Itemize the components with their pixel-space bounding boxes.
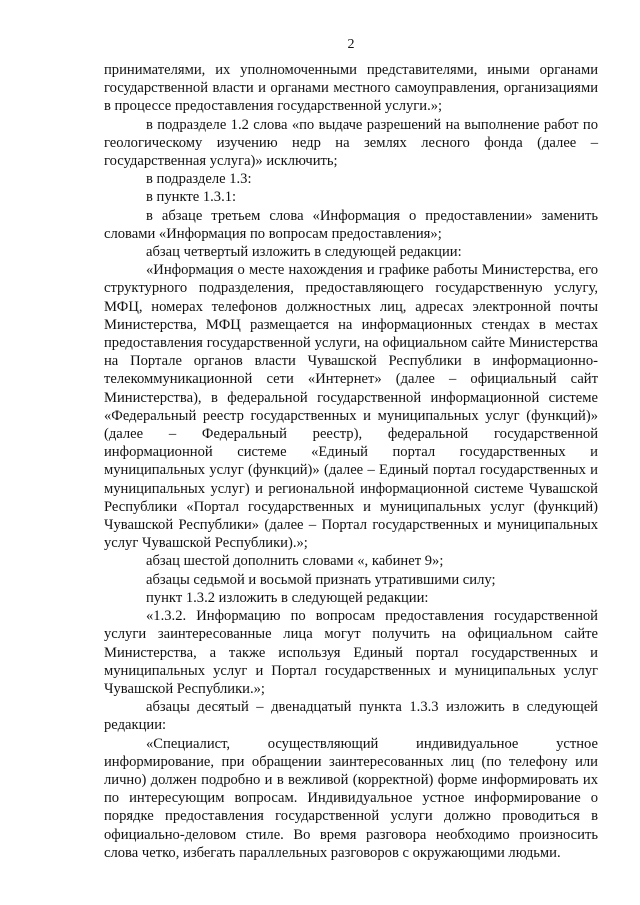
paragraph: в пункте 1.3.1: [146,189,237,206]
paragraph: абзацы десятый – двенадцатый пункта 1.3.3 изложить в следующей редакции: [104,699,598,734]
document-body [104,61,598,862]
paragraph: абзацы седьмой и восьмой признать утратившими силу; [146,571,496,588]
paragraph: «Специалист, осуществляющий индивидуальное устное информирование, при обращении заинтересованных лиц (по телефону или лично) должен подробно и в вежливой (корректной) форме информировать их по интересующим вопросам. Индивидуальное устное информирование о порядке предоставления государственной услуги должно проводиться в официально-деловом стиле. Во время разговора необходимо произносить слова четко, избегать параллельных разговоров с окружающими людьми. [104,735,598,861]
paragraph: «1.3.2. Информацию по вопросам предоставления государственной услуги заинтересованные лица могут получить на официальном сайте Министерства, а также используя Единый портал государственных и муниципальных услуг и Портал государственных и муниципальных услуг Чувашской Республики.»; [104,608,598,697]
paragraph: пункт 1.3.2 изложить в следующей редакции: [146,589,429,606]
paragraph: в подразделе 1.3: [146,171,252,188]
page-number: 2 [347,37,355,52]
paragraph: «Информация о месте нахождения и графике работы Министерства, его структурного подразделения, предоставляющего государственную услугу, МФЦ, номерах телефонов должностных лиц, адресах электронной почты Министерства, МФЦ размещается на информационных стендах в местах предоставления государственной услуги, на официальном сайте Министерства на Портале органов власти Чувашской Республики в информационно-телекоммуникационной сети «Интернет» (далее – официальный сайт Министерства), в федеральной государственной информационной системе «Федеральный реестр государственных и муниципальных услуг (функций)» (далее – Федеральный реестр), федеральной государственной информационной системе «Единый портал государственных и муниципальных услуг (функций)» (далее – Единый портал государственных и муниципальных услуг) и региональной информационной системе Чувашской Республики «Портал государственных и муниципальных услуг (функций) Чувашской Республики» (далее – Портал государственных и муниципальных услуг Чувашской Республики).»; [104,262,598,552]
paragraph: в подразделе 1.2 слова «по выдаче разрешений на выполнение работ по геологическому изучению недр на землях лесного фонда (далее – государственная услуга)» исключить; [104,116,598,170]
paragraph: в абзаце третьем слова «Информация о предоставлении» заменить словами «Информация по вопросам предоставления»; [104,207,598,242]
paragraph: принимателями, их уполномоченными представителями, иными органами государственной власти и органами местного самоуправления, организациями в процессе предоставления государственной услуги.»; [104,62,598,115]
paragraph: абзац четвертый изложить в следующей редакции: [146,244,462,261]
paragraph: абзац шестой дополнить словами «, кабинет 9»; [146,553,444,570]
